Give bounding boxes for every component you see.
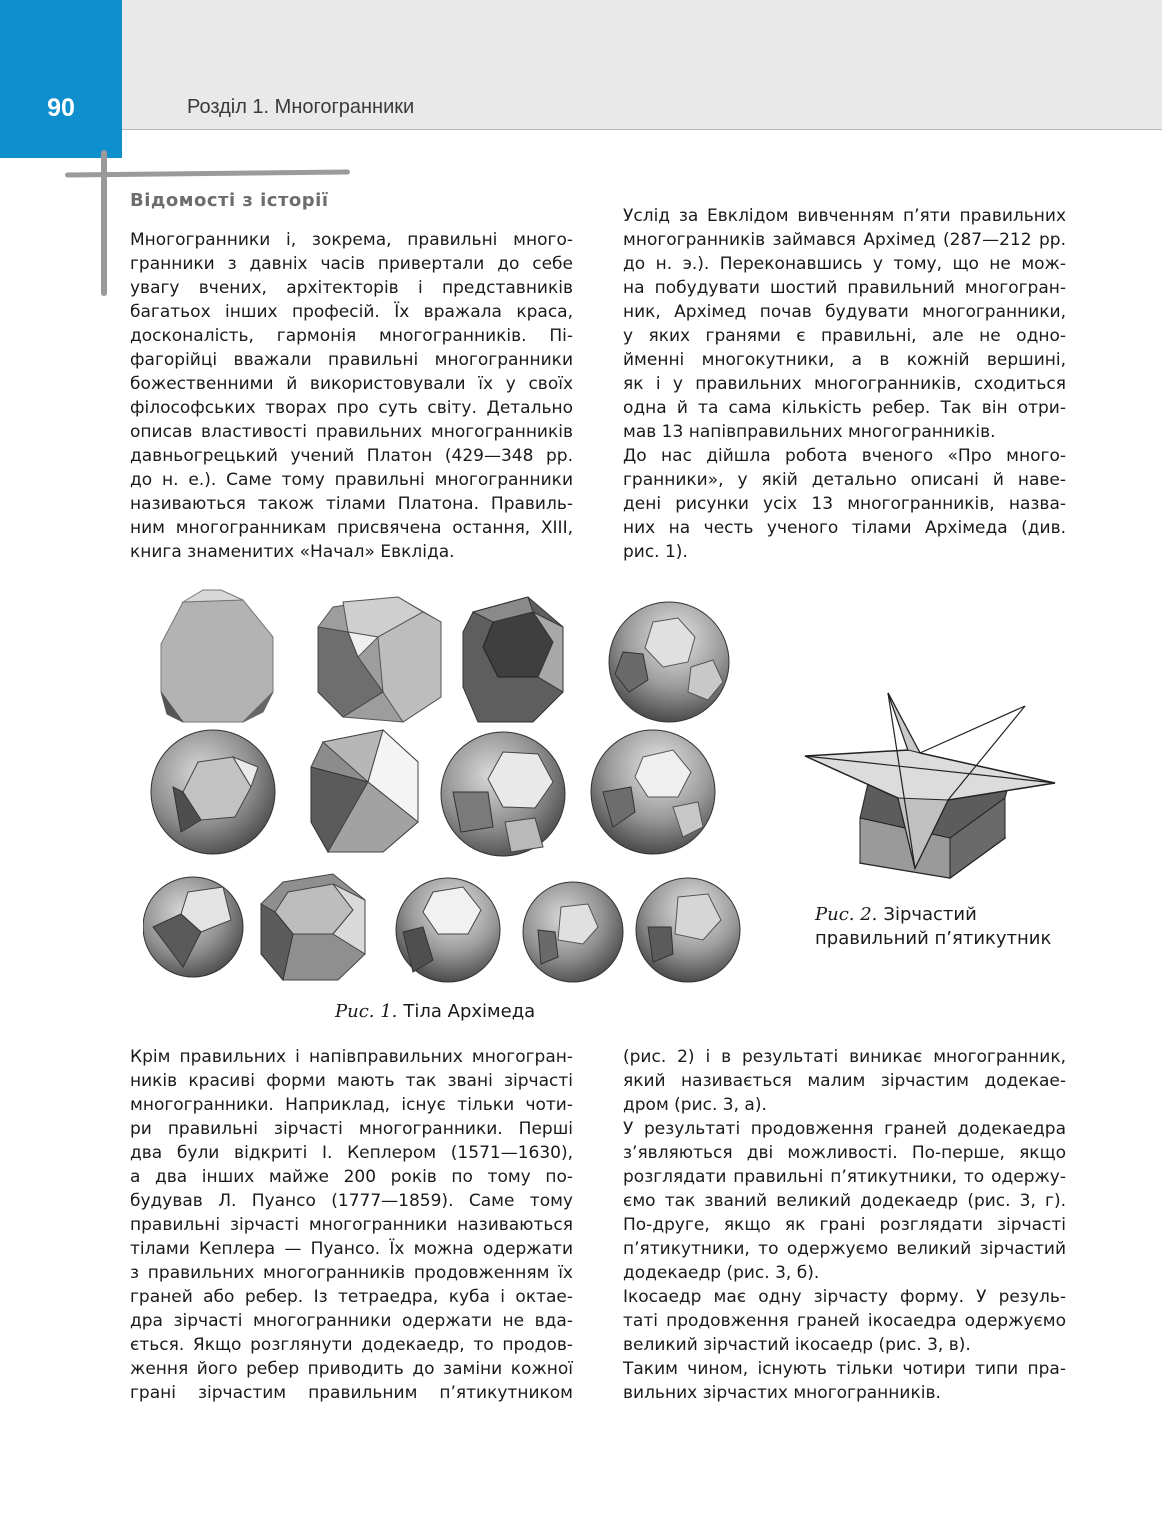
text-line: на побудувати шостий правильний многогран-: [623, 278, 1066, 298]
text-line: Крім правильних і напівправильних многогран-: [130, 1047, 573, 1067]
star-pentagon-figure: [800, 688, 1060, 888]
figure1-caption: [335, 1001, 535, 1022]
text-line: дром (рис. 3, а).: [623, 1095, 767, 1115]
icosidodecahedron: [151, 730, 275, 854]
text-line: називаються також тілами Платона. Правиль-: [130, 494, 573, 514]
rhombicosidodecahedron: [591, 730, 715, 854]
text-line: до н. э.). Переконавшись у тому, що не мож-: [623, 254, 1066, 274]
decorative-bar-horizontal: [65, 170, 350, 178]
text-line: (рис. 2) і в результаті виникає многогранник,: [623, 1047, 1066, 1067]
text-line: рис. 1).: [623, 542, 688, 562]
text-line: з правильних многогранників продовженням їх: [130, 1263, 573, 1283]
text-line: ників красиві форми мають так звані зірчасті: [130, 1071, 573, 1091]
text-line: два були відкриті І. Кеплером (1571—1630),: [130, 1143, 573, 1163]
snub-cube: [143, 877, 243, 977]
text-line: Многогранники і, зокрема, правильні много-: [130, 230, 573, 250]
page-number: 90: [47, 94, 75, 122]
page-number-tab: [0, 0, 122, 158]
truncated-icosahedron: [396, 878, 500, 982]
history-box-title: Відомості з історії: [130, 190, 329, 211]
snub-dodecahedron: [523, 882, 623, 982]
section-title: Розділ 1. Многогранники: [187, 96, 415, 118]
text-line: божественними й використовували їх у своїх: [130, 374, 573, 394]
text-line: п’ятикутники, то одержуємо великий зірчастий: [623, 1239, 1066, 1259]
text-line: До нас дійшла робота вченого «Про много-: [623, 446, 1066, 466]
text-line: ється. Якщо розглянути додекаедр, то продов-: [130, 1335, 573, 1355]
figure2-caption-line2: правильний п’ятикутник: [815, 928, 1052, 949]
text-line: гранники з давніх часів привертали до себе: [130, 254, 573, 274]
text-line: мав 13 напівправильних многогранників.: [623, 422, 996, 442]
figure2-caption: [815, 903, 1051, 951]
truncated-tetrahedron: [161, 590, 273, 722]
truncated-octahedron: [463, 597, 563, 722]
text-line: книга знаменитих «Начал» Евкліда.: [130, 542, 455, 562]
cuboctahedron: [311, 730, 418, 852]
text-line: граней або ребер. Із тетраедра, куба і октае-: [130, 1287, 573, 1307]
text-line: дені рисунки усіх 13 многогранників, назва-: [623, 494, 1066, 514]
text-line: многогранники. Наприклад, існує тільки чоти-: [130, 1095, 573, 1115]
text-line: розглядати правильні п’ятикутники, то одержу-: [623, 1167, 1066, 1187]
text-line: який називається малим зірчастим додекае-: [623, 1071, 1066, 1091]
text-line: них на честь ученого тілами Архімеда (див.: [623, 518, 1066, 538]
main-text-left: [130, 1045, 573, 1405]
header-rule: [122, 129, 1162, 130]
text-line: як і у правильних многогранників, сходиться: [623, 374, 1066, 394]
main-text-right: [623, 1045, 1066, 1405]
text-line: фагорійці вважали правильні многогранники: [130, 350, 573, 370]
truncated-cuboctahedron: [441, 732, 565, 856]
text-line: гранники», у якій детально описані й наве-: [623, 470, 1066, 490]
text-line: таті продовження граней ікосаедра одержуємо: [623, 1311, 1066, 1331]
text-line: По-друге, якщо як грані розглядати зірчасті: [623, 1215, 1066, 1235]
text-line: ємо так званий великий додекаедр (рис. 3, г).: [623, 1191, 1066, 1211]
text-line: а два інших майже 200 років по тому по-: [130, 1167, 573, 1187]
text-line: вильних зірчастих многогранників.: [623, 1383, 941, 1403]
text-line: У результаті продовження граней додекаедра: [623, 1119, 1066, 1139]
archimedean-solids-figure: [143, 582, 748, 992]
decorative-bar-vertical: [101, 150, 107, 296]
text-line: многогранників займався Архімед (287—212 рр.: [623, 230, 1066, 250]
text-line: філософських творах про суть світу. Детально: [130, 398, 573, 418]
text-line: Ікосаедр має одну зірчасту форму. У резуль-: [623, 1287, 1066, 1307]
text-line: Таким чином, існують тільки чотири типи пра-: [623, 1359, 1066, 1379]
text-line: багатьох інших професій. Їх вражала краса,: [130, 302, 573, 322]
text-line: до н. е.). Саме тому правильні многогранники: [130, 470, 573, 490]
text-line: описав властивості правильних многогранників: [130, 422, 573, 442]
text-line: увагу вчених, архітекторів і представників: [130, 278, 573, 298]
text-line: досконалість, гармонія многогранників. Пі-: [130, 326, 573, 346]
text-line: одна й та сама кількість ребер. Так він отри-: [623, 398, 1066, 418]
history-text-right: [623, 204, 1066, 564]
text-line: великий зірчастий ікосаедр (рис. 3, в).: [623, 1335, 971, 1355]
truncated-dodecahedron: [609, 602, 729, 722]
text-line: ри правильні зірчасті многогранники. Перші: [130, 1119, 573, 1139]
truncated-cube: [318, 597, 441, 722]
text-line: Услід за Евклідом вивченням п’яти правильних: [623, 206, 1066, 226]
text-line: ження його ребер приводить до заміни кожної: [130, 1359, 573, 1379]
text-line: дра зірчасті многогранники одержати не вда-: [130, 1311, 573, 1331]
figure1-caption-text: Тіла Архімеда: [403, 1001, 536, 1022]
text-line: ник, Архімед почав будувати многогранники,: [623, 302, 1066, 322]
text-line: йменні многокутники, а в кожній вершині,: [623, 350, 1066, 370]
text-line: правильні зірчасті многогранники називаються: [130, 1215, 573, 1235]
rhombicuboctahedron: [261, 874, 365, 980]
text-line: додекаедр (рис. 3, б).: [623, 1263, 820, 1283]
text-line: тілами Кеплера — Пуансо. Їх можна одержати: [130, 1239, 573, 1259]
text-line: у яких гранями є правильні, але не одно-: [623, 326, 1066, 346]
text-line: ним многогранникам присвячена остання, XIII,: [130, 518, 573, 538]
header-band: [0, 0, 1162, 130]
text-line: будував Л. Пуансо (1777—1859). Саме тому: [130, 1191, 573, 1211]
text-line: з’являються дві можливості. По-перше, якщо: [623, 1143, 1066, 1163]
figure1-label: Рис. 1.: [335, 1001, 398, 1022]
text-line: давньогрецький учений Платон (429—348 рр.: [130, 446, 573, 466]
truncated-icosidodecahedron: [636, 878, 740, 982]
figure2-label: Рис. 2.: [815, 904, 878, 925]
history-text-left: [130, 228, 573, 564]
figure2-caption-line1: Зірчастий: [883, 904, 977, 925]
text-line: грані зірчастим правильним п’ятикутником: [130, 1383, 573, 1403]
